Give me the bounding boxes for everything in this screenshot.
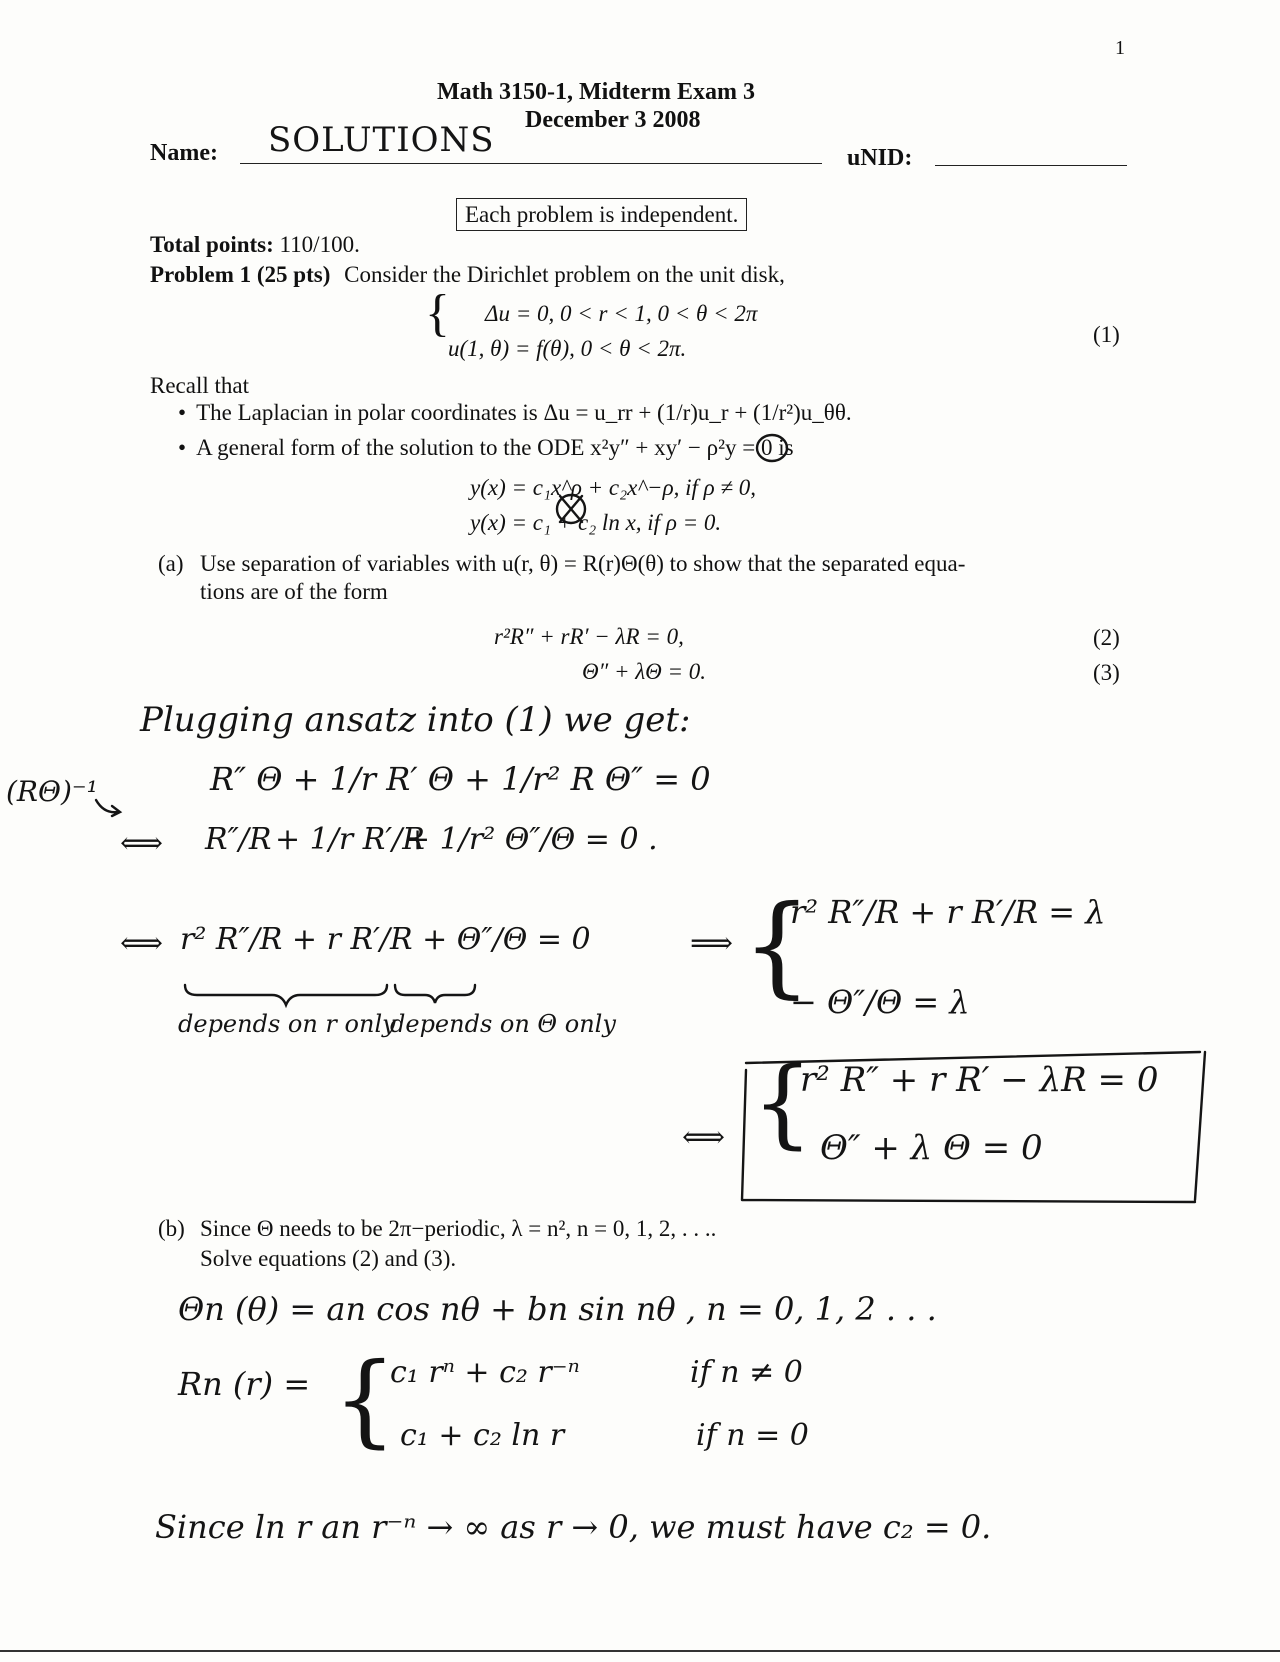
hw-Rn-case2: c₁ + c₂ ln r bbox=[400, 1418, 565, 1453]
hw-eq-step2-a: R″/R bbox=[205, 822, 272, 857]
eq2-number: (2) bbox=[1093, 625, 1120, 650]
part-b-text-2: Solve equations (2) and (3). bbox=[200, 1246, 457, 1271]
exam-title: Math 3150-1, Midterm Exam 3 bbox=[437, 79, 755, 105]
problem-1-intro: Consider the Dirichlet problem on the unit disk, bbox=[344, 262, 785, 287]
problem-1-label: Problem 1 (25 pts) bbox=[150, 262, 331, 287]
unid-label: uNID: bbox=[847, 145, 913, 171]
part-b-label: (b) bbox=[158, 1216, 185, 1241]
part-a-text-1: Use separation of variables with u(r, θ) = R(r)Θ(θ) to show that the separated equa- bbox=[200, 551, 966, 576]
problem-1-heading bbox=[150, 263, 785, 286]
hw-system2-line2: Θ″ + λ Θ = 0 bbox=[820, 1128, 1043, 1168]
hw-eq-step2-c: + 1/r² Θ″/Θ = 0 . bbox=[405, 822, 658, 857]
solution-rho-zero: y(x) = c₁ + c₂ ln x, if ρ = 0. bbox=[470, 510, 722, 535]
hw-implies: ⟹ bbox=[690, 926, 734, 961]
total-points-label: Total points: bbox=[150, 232, 274, 257]
hw-Rn-case1: c₁ rⁿ + c₂ r⁻ⁿ bbox=[390, 1355, 580, 1390]
hw-eq-step1: R″ Θ + 1/r R′ Θ + 1/r² R Θ″ = 0 bbox=[210, 760, 711, 798]
eq3: Θ″ + λΘ = 0. bbox=[582, 659, 707, 684]
independence-notice: Each problem is independent. bbox=[456, 198, 747, 231]
bullet-laplacian: • The Laplacian in polar coordinates is Δu = u_rr + (1/r)u_r + (1/r²)u_θθ. bbox=[178, 401, 852, 424]
hw-side-note: (RΘ)⁻¹ bbox=[6, 775, 98, 808]
exam-date: December 3 2008 bbox=[525, 107, 701, 133]
page-number: 1 bbox=[1115, 37, 1125, 59]
name-value: SOLUTIONS bbox=[268, 120, 495, 160]
hw-system1-line2: − Θ″/Θ = λ bbox=[790, 983, 970, 1021]
eq2: r²R″ + rR′ − λR = 0, bbox=[494, 624, 684, 649]
unid-underline bbox=[935, 165, 1127, 166]
hw-equiv-2: ⟺ bbox=[120, 926, 164, 961]
hw-system1-brace: { bbox=[742, 881, 812, 1009]
hw-equiv-3: ⟺ bbox=[682, 1120, 726, 1155]
system-brace: { bbox=[425, 285, 450, 342]
hw-Rn-brace: { bbox=[333, 1341, 397, 1458]
part-a-text-2: tions are of the form bbox=[200, 579, 388, 604]
part-b-text-1: Since Θ needs to be 2π−periodic, λ = n², n = 0, 1, 2, . . .. bbox=[200, 1216, 717, 1241]
total-points-value: 110/100. bbox=[279, 232, 360, 257]
name-label: Name: bbox=[150, 140, 218, 166]
hw-eq-step2-b: + 1/r R′/R bbox=[275, 822, 425, 857]
hw-eq-step3: r² R″/R + r R′/R + Θ″/Θ = 0 bbox=[180, 922, 591, 957]
eq1-number: (1) bbox=[1093, 322, 1120, 347]
name-underline bbox=[240, 163, 822, 164]
hw-system2-brace: { bbox=[752, 1047, 814, 1159]
hw-depends-r: depends on r only bbox=[178, 1010, 396, 1038]
hw-equiv-1: ⟺ bbox=[120, 826, 164, 861]
hw-system2-line1: r² R″ + r R′ − λR = 0 bbox=[800, 1060, 1159, 1100]
hw-Rn-cond2: if n = 0 bbox=[696, 1418, 809, 1453]
part-a-label: (a) bbox=[158, 551, 184, 576]
hw-answer-box bbox=[0, 0, 1, 1]
hw-plug-line: Plugging ansatz into (1) we get: bbox=[140, 700, 691, 740]
total-points bbox=[150, 233, 360, 256]
hw-Rn-label: Rn (r) = bbox=[178, 1365, 311, 1403]
eq1-line1: Δu = 0, 0 < r < 1, 0 < θ < 2π bbox=[485, 301, 758, 326]
eq1-line2: u(1, θ) = f(θ), 0 < θ < 2π. bbox=[448, 336, 687, 361]
hw-theta-solution: Θn (θ) = an cos nθ + bn sin nθ , n = 0, 1, 2 . . . bbox=[178, 1290, 937, 1328]
hw-depends-theta: depends on Θ only bbox=[390, 1010, 616, 1038]
eq3-number: (3) bbox=[1093, 660, 1120, 685]
page-bottom-edge bbox=[0, 1650, 1280, 1652]
hw-system1-line1: r² R″/R + r R′/R = λ bbox=[790, 893, 1106, 931]
bullet-ode: • A general form of the solution to the ODE x²y″ + xy′ − ρ²y = 0 is bbox=[178, 436, 794, 459]
hw-since-line: Since ln r an r⁻ⁿ → ∞ as r → 0, we must have c₂ = 0. bbox=[155, 1508, 992, 1546]
hw-Rn-cond1: if n ≠ 0 bbox=[690, 1355, 803, 1390]
recall-label: Recall that bbox=[150, 373, 249, 398]
solution-rho-nonzero: y(x) = c₁x^ρ + c₂x^−ρ, if ρ ≠ 0, bbox=[470, 475, 757, 500]
